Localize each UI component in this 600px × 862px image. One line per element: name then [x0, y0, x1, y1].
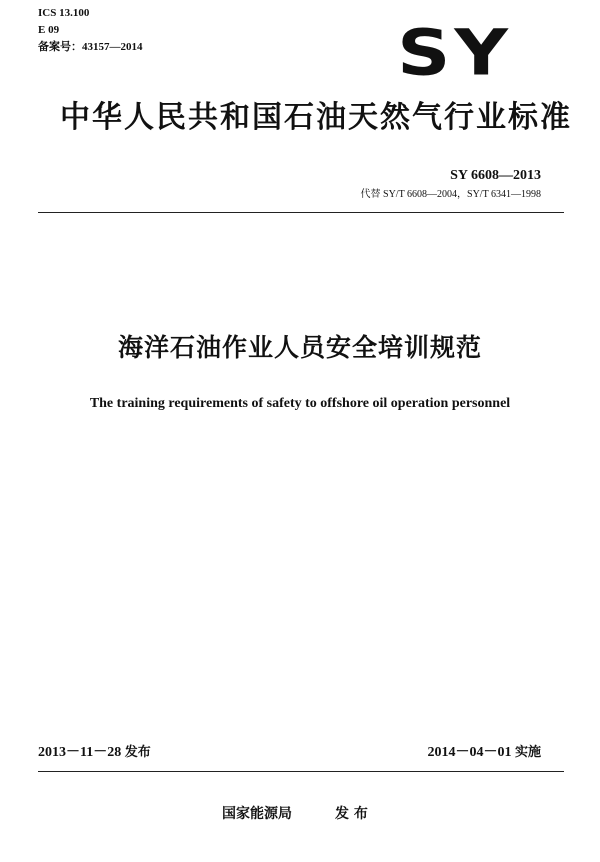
- bottom-divider: [38, 771, 564, 772]
- standard-type-title: 中华人民共和国石油天然气行业标准: [60, 100, 572, 135]
- replaces-standards: 代替 SY/T 6608—2004，SY/T 6341—1998: [360, 189, 541, 200]
- record-number: 备案号：43157—2014: [38, 41, 143, 53]
- effective-date-block: [427, 744, 541, 762]
- classification-code: E 09: [38, 24, 60, 36]
- standard-logo: SY: [397, 16, 512, 90]
- issue-date: 2013－11－28: [38, 745, 122, 760]
- standard-number: SY 6608—2013: [450, 168, 541, 183]
- ics-code: ICS 13.100: [38, 7, 90, 19]
- issue-label: 发布: [124, 745, 151, 760]
- effective-date: 2014－04－01: [427, 745, 512, 760]
- issue-date-block: [38, 744, 151, 762]
- document-title-english: The training requirements of safety to offshore oil operation personnel: [89, 396, 511, 411]
- top-divider: [38, 212, 564, 213]
- document-title-chinese: 海洋石油作业人员安全培训规范: [117, 333, 482, 362]
- issuer-action: 发 布: [335, 806, 368, 822]
- issuer-name: 国家能源局: [222, 806, 292, 822]
- effective-label: 实施: [514, 745, 541, 760]
